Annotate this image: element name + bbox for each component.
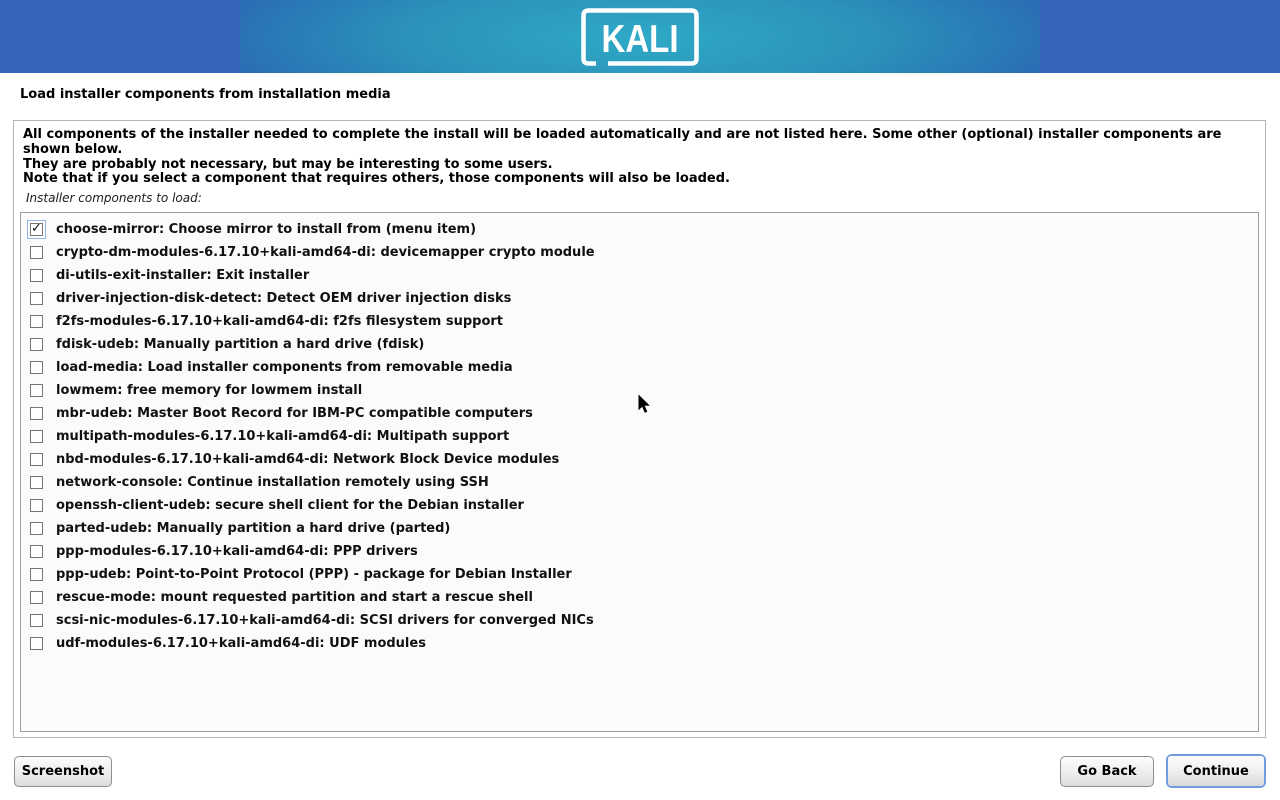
continue-button[interactable] — [1166, 754, 1266, 788]
installer-header-banner — [0, 0, 1280, 73]
component-checkbox[interactable] — [30, 246, 43, 259]
component-checkbox[interactable] — [30, 476, 43, 489]
component-checkbox[interactable] — [30, 223, 43, 236]
kali-logo-icon — [581, 8, 699, 70]
component-row[interactable] — [21, 333, 1258, 356]
component-label: mbr-udeb: Master Boot Record for IBM-PC compatible computers — [56, 406, 533, 421]
component-label: network-console: Continue installation remotely using SSH — [56, 475, 489, 490]
continue-button-label: Continue — [1168, 756, 1264, 786]
kali-logo-text: KALI — [601, 18, 679, 61]
note-text: Note that if you select a component that requires others, those components will also be loaded. — [23, 171, 730, 186]
component-label: ppp-udeb: Point-to-Point Protocol (PPP) - package for Debian Installer — [56, 567, 572, 582]
component-row[interactable] — [21, 356, 1258, 379]
go-back-button[interactable]: Go Back — [1060, 756, 1154, 787]
component-row[interactable] — [21, 540, 1258, 563]
intro-text — [23, 127, 1259, 172]
component-label: load-media: Load installer components from removable media — [56, 360, 513, 375]
component-label: rescue-mode: mount requested partition and start a rescue shell — [56, 590, 533, 605]
component-row[interactable] — [21, 563, 1258, 586]
screenshot-button[interactable]: Screenshot — [14, 756, 112, 787]
component-label: ppp-modules-6.17.10+kali-amd64-di: PPP drivers — [56, 544, 418, 559]
component-checkbox[interactable] — [30, 568, 43, 581]
component-checkbox[interactable] — [30, 637, 43, 650]
component-label: lowmem: free memory for lowmem install — [56, 383, 363, 398]
components-list-label: Installer components to load: — [26, 191, 202, 205]
component-label: fdisk-udeb: Manually partition a hard drive (fdisk) — [56, 337, 425, 352]
component-label: multipath-modules-6.17.10+kali-amd64-di: Multipath support — [56, 429, 510, 444]
component-row[interactable] — [21, 609, 1258, 632]
page-title: Load installer components from installation media — [20, 87, 391, 102]
component-label: crypto-dm-modules-6.17.10+kali-amd64-di: devicemapper crypto module — [56, 245, 595, 260]
component-checkbox[interactable] — [30, 361, 43, 374]
component-row[interactable] — [21, 517, 1258, 540]
component-label: di-utils-exit-installer: Exit installer — [56, 268, 310, 283]
component-checkbox[interactable] — [30, 522, 43, 535]
component-checkbox[interactable] — [30, 499, 43, 512]
component-label: driver-injection-disk-detect: Detect OEM driver injection disks — [56, 291, 512, 306]
component-checkbox[interactable] — [30, 591, 43, 604]
component-label: choose-mirror: Choose mirror to install from (menu item) — [56, 222, 477, 237]
intro-line-2: They are probably not necessary, but may be interesting to some users. — [23, 157, 553, 172]
component-row[interactable] — [21, 471, 1258, 494]
component-checkbox[interactable] — [30, 430, 43, 443]
content-frame — [13, 120, 1266, 738]
component-row[interactable] — [21, 287, 1258, 310]
component-label: nbd-modules-6.17.10+kali-amd64-di: Network Block Device modules — [56, 452, 560, 467]
component-checkbox[interactable] — [30, 269, 43, 282]
component-label: scsi-nic-modules-6.17.10+kali-amd64-di: SCSI drivers for converged NICs — [56, 613, 594, 628]
component-row[interactable] — [21, 425, 1258, 448]
mouse-cursor-icon — [637, 394, 651, 419]
component-checkbox[interactable] — [30, 407, 43, 420]
component-row[interactable] — [21, 264, 1258, 287]
component-checkbox[interactable] — [30, 292, 43, 305]
component-checkbox[interactable] — [30, 338, 43, 351]
components-listbox[interactable] — [20, 212, 1259, 732]
component-label: parted-udeb: Manually partition a hard drive (parted) — [56, 521, 451, 536]
intro-line-1: All components of the installer needed to complete the install will be loaded automatically and are not listed here. Some other (optional) installer components are shown below. — [23, 127, 1222, 157]
component-checkbox[interactable] — [30, 453, 43, 466]
component-label: f2fs-modules-6.17.10+kali-amd64-di: f2fs filesystem support — [56, 314, 503, 329]
component-row[interactable] — [21, 241, 1258, 264]
component-row[interactable] — [21, 632, 1258, 655]
component-label: openssh-client-udeb: secure shell client for the Debian installer — [56, 498, 524, 513]
component-row[interactable] — [21, 218, 1258, 241]
component-row[interactable] — [21, 494, 1258, 517]
component-checkbox[interactable] — [30, 384, 43, 397]
component-checkbox[interactable] — [30, 545, 43, 558]
component-label: udf-modules-6.17.10+kali-amd64-di: UDF modules — [56, 636, 426, 651]
component-row[interactable] — [21, 586, 1258, 609]
component-row[interactable] — [21, 310, 1258, 333]
component-checkbox[interactable] — [30, 614, 43, 627]
component-checkbox[interactable] — [30, 315, 43, 328]
component-row[interactable] — [21, 448, 1258, 471]
